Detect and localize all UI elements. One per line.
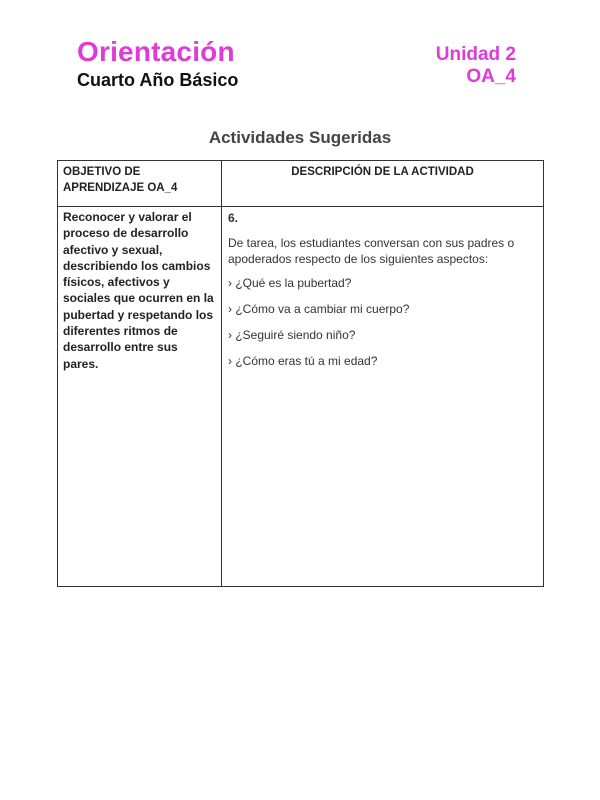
description-column-header: DESCRIPCIÓN DE LA ACTIVIDAD [222,161,544,207]
objective-text: Reconocer y valorar el proceso de desarrollo afectivo y sexual, describiendo los cambios físicos, afectivos y sociales que ocurren en la pubertad y respetando los diferentes ritmos de desarrollo entre sus pares. [58,207,222,587]
grade-label: Cuarto Año Básico [77,70,239,90]
aspect-item: › ¿Cómo va a cambiar mi cuerpo? [228,302,410,316]
header-left [77,36,238,91]
aspect-item: › ¿Cómo eras tú a mi edad? [228,354,378,368]
oa-label: OA_4 [466,66,516,87]
activity-number: 6. [228,211,239,225]
section-title: Actividades Sugeridas [208,128,392,147]
header-right [436,44,516,88]
table-row [58,207,544,587]
activity-description [222,207,544,587]
aspect-item: › ¿Seguiré siendo niño? [228,328,356,342]
objective-column-header: OBJETIVO DE APRENDIZAJE OA_4 [58,161,222,207]
aspect-item: › ¿Qué es la pubertad? [228,276,352,290]
activity-intro: De tarea, los estudiantes conversan con sus padres o apoderados respecto de los siguientes aspectos: [228,236,515,266]
unit-label: Unidad 2 [435,44,516,65]
subject-title: Orientación [77,36,235,67]
table-header-row [58,161,544,207]
activity-table [57,160,544,587]
